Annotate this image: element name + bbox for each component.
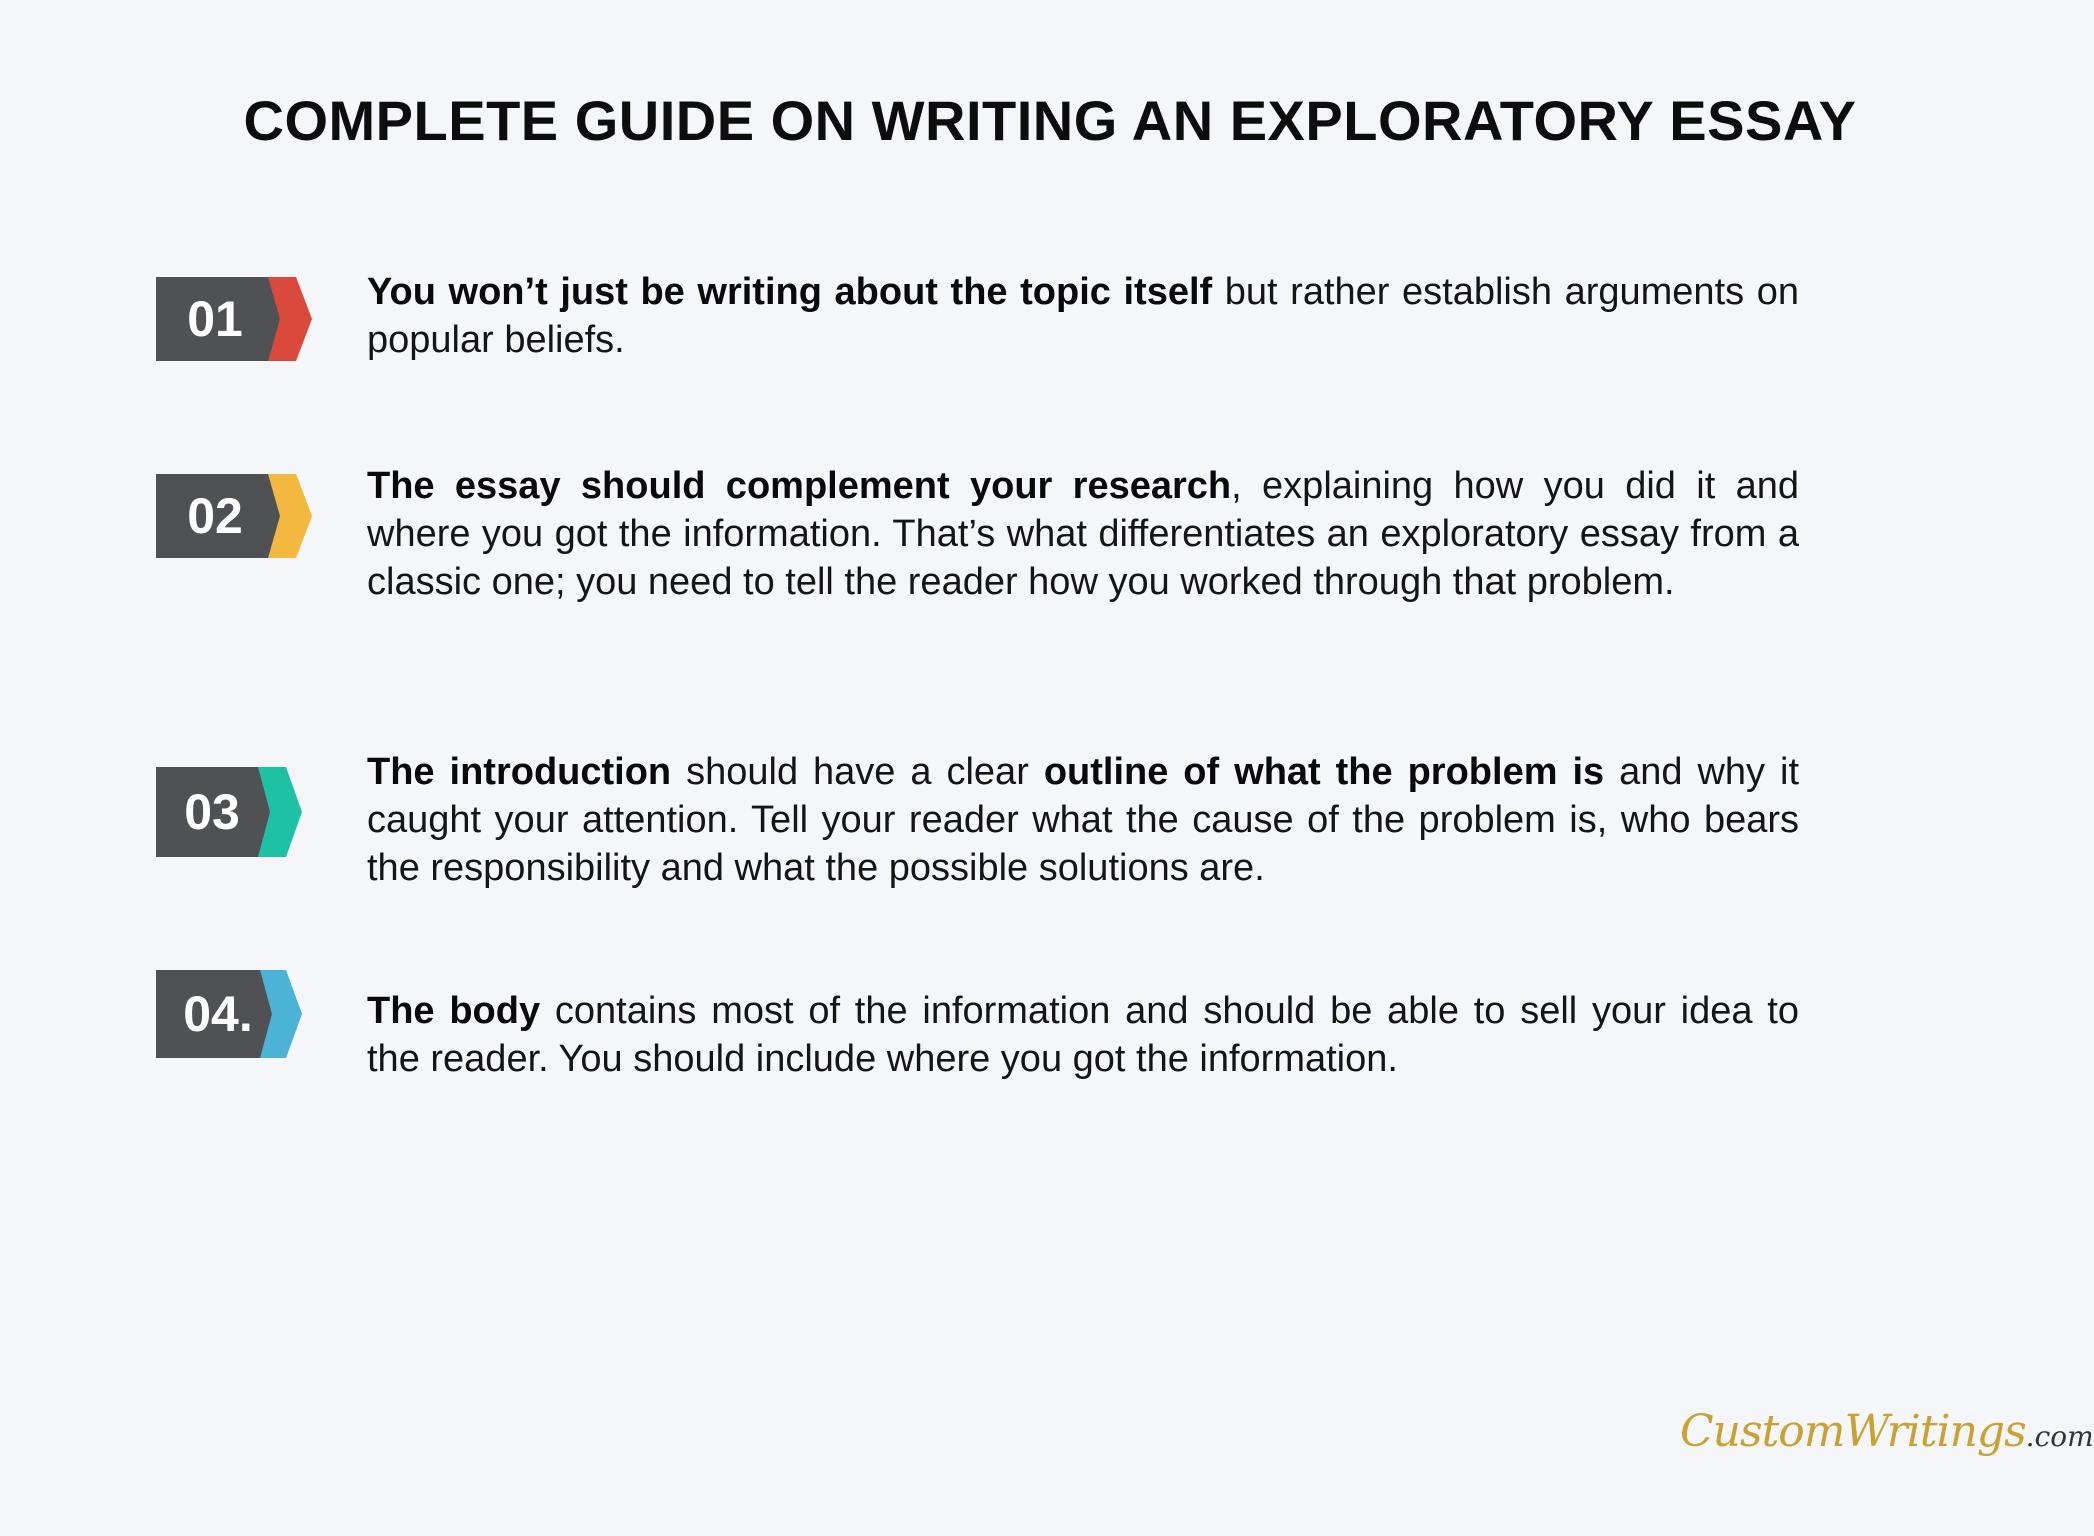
brand-logo: [1680, 1406, 2094, 1476]
step-number: 03: [184, 784, 240, 840]
emphasis-text: You won’t just be writing about the topic itself: [367, 271, 1213, 313]
logo-script: CustomWritings: [1680, 1406, 2026, 1457]
step-text-01: [367, 268, 1799, 364]
body-text: contains most of the information and should be able to sell your idea to the reader. You should include where you got the information.: [367, 990, 1799, 1080]
step-badge-01: [156, 277, 312, 361]
logo-suffix: .com: [2025, 1420, 2094, 1453]
step-number: 01: [187, 291, 243, 347]
body-text: should have a clear: [671, 751, 1044, 793]
emphasis-text: The introduction: [367, 751, 672, 793]
step-badge-03: [156, 767, 312, 851]
step-number: 04.: [183, 986, 253, 1042]
step-number: 02: [187, 488, 243, 544]
body-text: and why it caught your attention. Tell your reader what the cause of the problem is, who bears the responsibility and what the possible solutions are.: [367, 751, 1800, 889]
step-text-04: [367, 987, 1799, 1083]
page-title: COMPLETE GUIDE ON WRITING AN EXPLORATORY ESSAY: [243, 89, 1857, 152]
step-text-03: [367, 748, 1799, 892]
emphasis-text: outline of what the problem is: [1043, 751, 1605, 793]
emphasis-text: The body: [367, 990, 541, 1032]
body-text: but rather establish arguments on popular beliefs.: [367, 271, 1799, 361]
emphasis-text: The essay should complement your research: [367, 465, 1232, 507]
step-text-02: [367, 462, 1799, 606]
body-text: , explaining how you did it and where you got the information. That’s what differentiates an exploratory essay from a classic one; you need to tell the reader how you worked through that problem.: [367, 465, 1800, 603]
step-badge-04: [156, 970, 312, 1054]
step-badge-02: [156, 474, 312, 558]
